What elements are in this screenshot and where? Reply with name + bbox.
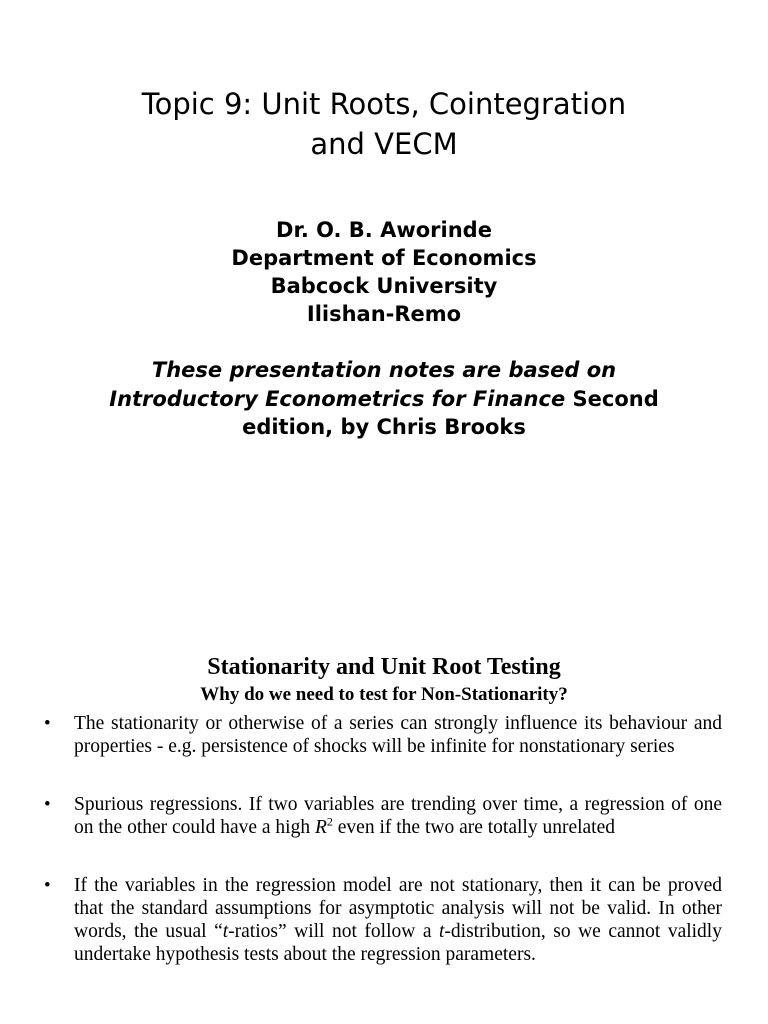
author-department: Department of Economics — [231, 246, 537, 270]
bullet-text-part-2: even if the two are totally unrelated — [332, 817, 615, 838]
notes-line-1: These presentation notes are based on — [151, 358, 617, 382]
source-notes — [60, 356, 708, 442]
bullet-icon: • — [44, 713, 51, 734]
bullet-icon: • — [44, 794, 51, 815]
bullet-text: The stationarity or otherwise of a series can strongly influence its behaviour and properties - e.g. persistence of shocks will be infinite for nonstationary series — [74, 713, 722, 757]
bullet-text — [74, 794, 722, 838]
list-item — [0, 874, 768, 966]
notes-line-3: edition, by Chris Brooks — [242, 415, 526, 439]
slide-title — [60, 84, 708, 164]
author-location: Ilishan-Remo — [306, 302, 462, 326]
t-symbol: t — [222, 921, 229, 942]
bullet-text — [74, 875, 722, 965]
slide-title-line-1: Topic 9: Unit Roots, Cointegration — [141, 87, 627, 121]
notes-line-2-rest: Second — [565, 386, 659, 411]
bullet-text-part-1: If the variables in the regression model are not stationary, then it can be proved that the standard assumptions for asymptotic analysis will not be valid. In other words, the usual “ — [74, 875, 722, 942]
r-squared-exponent: 2 — [326, 814, 333, 829]
section-subtitle: Why do we need to test for Non-Stationarity? — [200, 684, 568, 705]
stationarity-slide — [0, 640, 768, 1024]
notes-line-2 — [60, 385, 708, 414]
bullet-list — [0, 712, 768, 966]
bullet-text-part-2: -ratios” will not follow a — [228, 921, 439, 942]
t-symbol: t — [439, 921, 445, 942]
list-item — [0, 793, 768, 839]
section-title: Stationarity and Unit Root Testing — [207, 654, 561, 680]
author-name: Dr. O. B. Aworinde — [276, 218, 492, 242]
author-block — [60, 216, 708, 328]
r-squared-symbol: R — [314, 817, 327, 838]
book-title: Introductory Econometrics for Finance — [109, 386, 566, 411]
bullet-icon: • — [44, 875, 51, 896]
bullet-text-part-3: -distribution, so we cannot validly undertake hypothesis tests about the regression parameters. — [74, 921, 722, 965]
author-university: Babcock University — [270, 274, 498, 298]
bullet-text-part-1: Spurious regressions. If two variables are trending over time, a regression of one on the other could have a high — [74, 794, 722, 838]
slide-title-line-2: and VECM — [310, 127, 458, 161]
list-item — [0, 712, 768, 758]
